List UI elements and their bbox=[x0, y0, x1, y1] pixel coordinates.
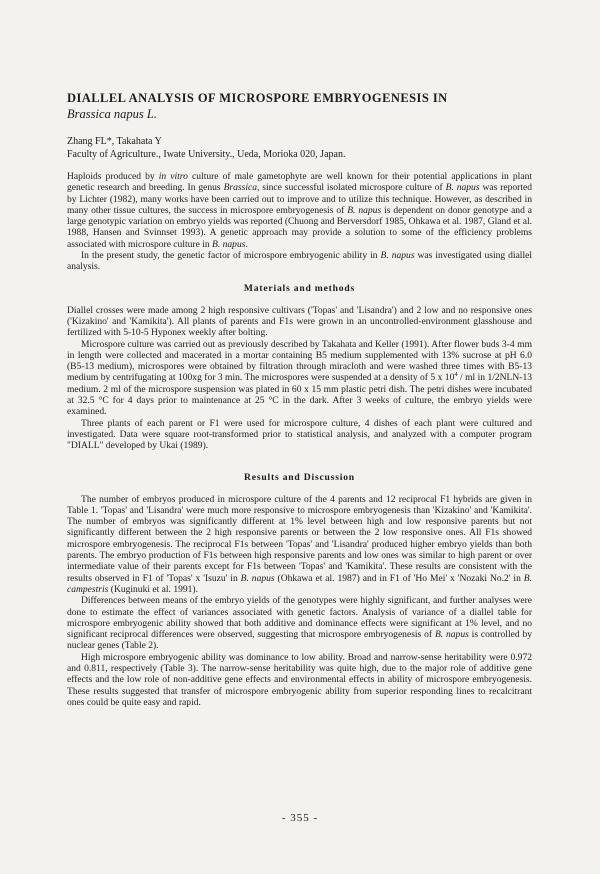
methods-paragraph-3: Three plants of each parent or F1 were used for microspore culture, 4 dishes of each plant were cultured and investigated. Data were square root-transformed prior to statistical analysis, and analyzed with a computer program "DIALL" developed by Ukai (1989). bbox=[67, 417, 532, 452]
author-list: Zhang FL*, Takahata Y bbox=[67, 136, 162, 147]
affiliation: Faculty of Agriculture., Iwate University., Ueda, Morioka 020, Japan. bbox=[67, 148, 346, 160]
results-paragraph-2: Differences between means of the embryo yields of the genotypes were highly significant, and further analyses were done to estimate the effect of variances associated with genetic factors. Analysis of variance of a diallel table for microspore embryogenic ability showed that both additive and dominance effects were significant at 1% level, and no significant reciprocal differences were observed, suggesting that microspore embryogenesis of B. napus is controlled by nuclear genes (Table 2). bbox=[67, 595, 533, 652]
intro-paragraph-1: Haploids produced by in vitro culture of male gametophyte are well known for their potential applications in plant genetic research and breeding. In genus Brassica, since successful isolated microspore culture of B. napus was reported by Lichter (1982), many works have been carried out to improve and to utilize this technique. However, as described in many other tissue cultures, the success in microspore embryogenesis of B. napus is dependent on donor genotype and a large genotypic variation on embryo yields was reported (Chuong and Berversdorf 1985, Ohkawa et al. 1987, Gland et al. 1988, Hansen and Svinnset 1993). A genetic approach may provide a solution to some of the efficiency problems associated with microspore culture in B. napus. bbox=[67, 171, 533, 250]
results-paragraph-3: High microspore embryogenic ability was dominance to low ability. Broad and narrow-sense heritability were 0.972 and 0.811, respectively (Table 3). The narrow-sense heritability was quite high, due to the major role of additive gene effects and the low role of non-additive gene effects and environmental effects in ability of microspore embryogenesis. These results suggested that transfer of microspore embryogenic ability from superior responding lines to recalcitrant ones could be quite easy and rapid. bbox=[67, 651, 532, 708]
methods-heading: Materials and methods bbox=[243, 282, 356, 294]
page-number: - 355 - bbox=[281, 812, 319, 824]
paper-title: DIALLEL ANALYSIS OF MICROSPORE EMBRYOGENESIS IN bbox=[67, 91, 448, 105]
results-heading: Results and Discussion bbox=[244, 471, 355, 483]
paper-title-species: Brassica napus L. bbox=[67, 107, 157, 121]
methods-paragraph-1: Diallel crosses were made among 2 high responsive cultivars ('Topas' and 'Lisandra') and 2 low and no responsive ones ('Kizakino' and 'Kamikita'). All plants of parents and F1s were grown in an uncontrolled-environment glasshouse and fertilized with 5-10-5 Hyponex weekly after bolting. bbox=[67, 304, 532, 339]
results-paragraph-1: The number of embryos produced in microspore culture of the 4 parents and 12 reciprocal F1 hybrids are given in Table 1. 'Topas' and 'Lisandra' were much more responsive to microspore embryogenesis than 'Kizakino' and 'Kamikita'. The number of embryos was significantly different at 1% level between high and low responsive parents but not significantly different between the 2 high responsive parents or between the 2 low responsive ones. All F1s showed microspore embryogenesis. The reciprocal F1s between 'Topas' and 'Lisandra' produced higher embryo yields than both parents. The embryo production of F1s between high responsive parents and low ones was similar to high parent or over intermediate value of their parents except for F1s between 'Topas' and 'Kamikita'. These results are consistent with the results observed in F1 of 'Topas' x 'Isuzu' in B. napus (Ohkawa et al. 1987) and in F1 of 'Ho Mei' x 'Nozaki No.2' in B. campestris (Kuginuki et al. 1991). bbox=[67, 493, 532, 595]
intro-paragraph-2: In the present study, the genetic factor of microspore embryogenic ability in B. napus was investigated using diallel analysis. bbox=[67, 250, 532, 273]
methods-paragraph-2: Microspore culture was carried out as previously described by Takahata and Keller (1991). After flower buds 3-4 mm in length were collected and macerated in a mortar containing B5 medium supplemented with 13% sucrose at pH 6.0 (B5-13 medium), microspores were obtained by filtration through miracloth and were washed three times with B5-13 medium by centrifugating at 100xg for 3 min. The microspores were suspended at a density of 5 x $10^4$ / ml in 1/2NLN-13 medium. 2 ml of the microspore suspension was plated in 60 x 15 mm plastic petri dish. The petri dishes were incubated at 32.5 °C for 4 days prior to maintenance at 25 °C in the dark. After 3 weeks of culture, the embryo yields were examined. bbox=[67, 338, 532, 418]
